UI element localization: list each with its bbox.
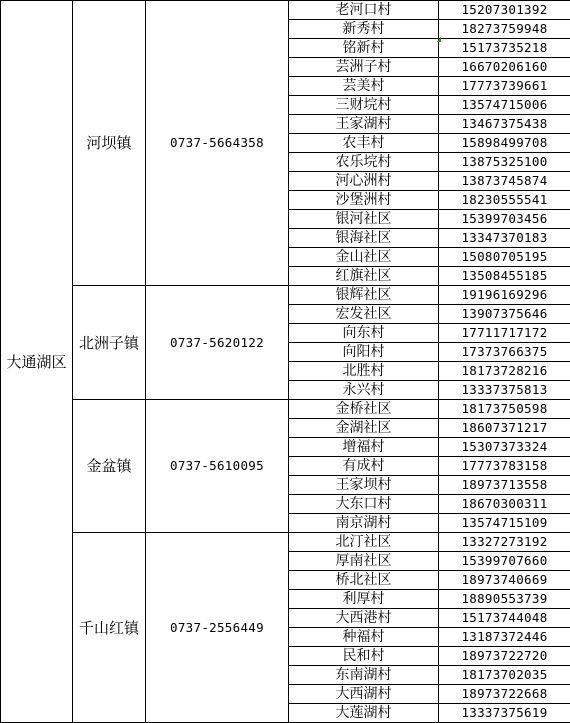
village-name-cell: 芸洲子村: [289, 58, 439, 77]
table-row: [1, 1, 570, 20]
village-phone-cell: 18973722720: [439, 647, 570, 666]
village-phone-cell: 17773783158: [439, 457, 570, 476]
table-row: [1, 533, 570, 552]
district-cell: 大通湖区: [1, 1, 73, 723]
village-phone-cell: 13337375619: [439, 704, 570, 723]
village-phone-cell: 18973722668: [439, 685, 570, 704]
village-phone-cell: 18670300311: [439, 495, 570, 514]
village-phone-cell: 13574715006: [439, 96, 570, 115]
village-name-cell: 北胜村: [289, 362, 439, 381]
village-name-cell: 老河口村: [289, 1, 439, 20]
village-name-cell: 南京湖村: [289, 514, 439, 533]
village-phone-cell: 18890553739: [439, 590, 570, 609]
village-phone-cell: 13508455185: [439, 267, 570, 286]
village-name-cell: 铭新村: [289, 39, 439, 58]
village-name-cell: 利厚村: [289, 590, 439, 609]
village-phone-cell: 15173735218: [439, 39, 570, 58]
village-phone-cell: 13187372446: [439, 628, 570, 647]
village-name-cell: 金山社区: [289, 248, 439, 267]
town-phone-cell: 0737-2556449: [146, 533, 289, 723]
village-name-cell: 河心洲村: [289, 172, 439, 191]
village-name-cell: 三财垸村: [289, 96, 439, 115]
town-name-cell: 金盆镇: [73, 400, 146, 533]
village-name-cell: 大西港村: [289, 609, 439, 628]
village-phone-cell: 15080705195: [439, 248, 570, 267]
village-phone-cell: 18273759948: [439, 20, 570, 39]
village-name-cell: 芸美村: [289, 77, 439, 96]
village-name-cell: 永兴村: [289, 381, 439, 400]
village-phone-cell: 13467375438: [439, 115, 570, 134]
village-name-cell: 北汀社区: [289, 533, 439, 552]
village-phone-cell: 18973740669: [439, 571, 570, 590]
village-name-cell: 红旗社区: [289, 267, 439, 286]
village-name-cell: 大东口村: [289, 495, 439, 514]
village-name-cell: 向东村: [289, 324, 439, 343]
village-name-cell: 金湖社区: [289, 419, 439, 438]
village-name-cell: 大西湖村: [289, 685, 439, 704]
village-name-cell: 东南湖村: [289, 666, 439, 685]
village-phone-cell: 18973713558: [439, 476, 570, 495]
village-phone-cell: 18173750598: [439, 400, 570, 419]
town-phone-cell: 0737-5610095: [146, 400, 289, 533]
village-name-cell: 种福村: [289, 628, 439, 647]
village-name-cell: 王家坝村: [289, 476, 439, 495]
town-phone-cell: 0737-5664358: [146, 1, 289, 286]
village-name-cell: 银辉社区: [289, 286, 439, 305]
village-name-cell: 桥北社区: [289, 571, 439, 590]
village-phone-cell: 13907375646: [439, 305, 570, 324]
village-phone-cell: 15399703456: [439, 210, 570, 229]
village-phone-cell: 18230555541: [439, 191, 570, 210]
village-name-cell: 沙堡洲村: [289, 191, 439, 210]
village-name-cell: 农乐垸村: [289, 153, 439, 172]
village-phone-cell: 13327273192: [439, 533, 570, 552]
village-name-cell: 增福村: [289, 438, 439, 457]
village-phone-cell: 13347370183: [439, 229, 570, 248]
village-name-cell: 新秀村: [289, 20, 439, 39]
village-name-cell: 银河社区: [289, 210, 439, 229]
village-name-cell: 金桥社区: [289, 400, 439, 419]
village-name-cell: 王家湖村: [289, 115, 439, 134]
village-phone-cell: 18173728216: [439, 362, 570, 381]
village-name-cell: 银海社区: [289, 229, 439, 248]
table-row: [1, 400, 570, 419]
village-phone-cell: 19196169296: [439, 286, 570, 305]
village-name-cell: 有成村: [289, 457, 439, 476]
village-phone-cell: 16670206160: [439, 58, 570, 77]
village-phone-cell: 15399707660: [439, 552, 570, 571]
village-name-cell: 民和村: [289, 647, 439, 666]
village-name-cell: 厚南社区: [289, 552, 439, 571]
village-phone-cell: 18173702035: [439, 666, 570, 685]
village-phone-cell: 13875325100: [439, 153, 570, 172]
village-phone-cell: 17711717172: [439, 324, 570, 343]
village-phone-cell: 17373766375: [439, 343, 570, 362]
village-name-cell: 宏发社区: [289, 305, 439, 324]
village-phone-cell: 13574715109: [439, 514, 570, 533]
village-name-cell: 向阳村: [289, 343, 439, 362]
village-phone-cell: 15207301392: [439, 1, 570, 20]
village-name-cell: 农丰村: [289, 134, 439, 153]
village-phone-cell: 17773739661: [439, 77, 570, 96]
table-row: [1, 286, 570, 305]
cell-comment-marker: [437, 37, 441, 42]
village-phone-cell: 13337375813: [439, 381, 570, 400]
town-phone-cell: 0737-5620122: [146, 286, 289, 400]
town-name-cell: 千山红镇: [73, 533, 146, 723]
village-phone-cell: 18607371217: [439, 419, 570, 438]
town-name-cell: 北洲子镇: [73, 286, 146, 400]
village-phone-cell: 15898499708: [439, 134, 570, 153]
village-phone-cell: 13873745874: [439, 172, 570, 191]
village-name-cell: 大莲湖村: [289, 704, 439, 723]
village-phone-cell: 15307373324: [439, 438, 570, 457]
village-phone-cell: 15173744048: [439, 609, 570, 628]
town-name-cell: 河坝镇: [73, 1, 146, 286]
